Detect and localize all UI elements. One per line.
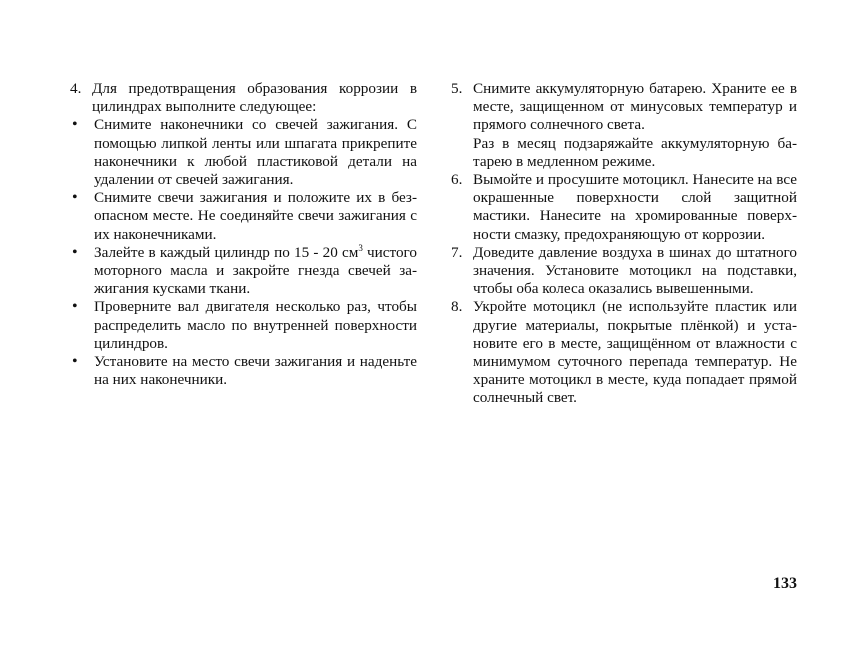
step-number: 4. (70, 80, 82, 97)
bullet-icon: • (72, 189, 78, 207)
bullet-text-start: Залейте в каждый цилиндр по 15 - 20 см (94, 243, 359, 261)
bullet-item (70, 353, 417, 389)
step-6 (451, 171, 797, 244)
step-number: 5. (451, 80, 463, 97)
step-text: Вымойте и просушите мотоцикл. Нанесите на все окрашенные поверхности слой защитной мастики. Нанесите на хромированные поверхности смазку, предохраняющую от коррозии. (473, 171, 797, 243)
step-text: Укройте мотоцикл (не используйте пластик или другие материалы, покрытые плёнкой) и установите его в месте, защищённом от влажности с минимумом суточного перепада температур. Не храните мотоцикл в месте, куда попадает прямой солнечный свет. (473, 298, 797, 407)
step-text: Снимите аккумуляторную батарею. Храните ее в месте, защищенном от минусовых температур и прямого солнечного света. (473, 80, 797, 134)
step-text: Для предотвращения образования коррозии в цилиндрах выполните следующее: (92, 80, 417, 116)
bullet-icon: • (72, 353, 78, 371)
bullet-item (70, 244, 417, 299)
step-text: Раз в месяц подзаряжайте аккумуляторную батарею в медленном режиме. (473, 134, 797, 170)
step-8 (451, 298, 797, 407)
bullet-item (70, 298, 417, 353)
bullet-icon: • (72, 243, 78, 261)
left-column (70, 80, 417, 389)
bullet-text-end: чистого моторного масла и закройте гнезда свечей зажигания кусками ткани. (94, 243, 417, 298)
step-number: 7. (451, 243, 463, 261)
step-5 (451, 80, 797, 171)
step-number: 8. (451, 298, 463, 316)
step-4 (70, 80, 417, 116)
bullet-icon: • (72, 298, 78, 316)
bullet-text (94, 244, 417, 299)
bullet-text: Снимите наконечники со свечей зажигания. С помощью липкой ленты или шпагата прикрепите наконечники к любой пластиковой детали на удалении от свечей зажигания. (94, 116, 417, 189)
bullet-item (70, 116, 417, 189)
bullet-text: Установите на место свечи зажигания и наденьте на них наконечники. (94, 353, 417, 389)
bullet-text: Проверните вал двигателя несколько раз, чтобы распределить масло по внутренней поверхности цилиндров. (94, 298, 417, 352)
step-7 (451, 244, 797, 299)
step-number: 6. (451, 171, 463, 189)
bullet-item (70, 189, 417, 244)
bullet-text: Снимите свечи зажигания и положите их в безопасном месте. Не соединяйте свечи зажигания с их наконечниками. (94, 189, 417, 243)
right-column (451, 80, 797, 408)
page-number: 133 (773, 575, 797, 592)
bullet-icon: • (72, 116, 78, 134)
step-text: Доведите давление воздуха в шинах до штатного значения. Установите мотоцикл на подставки, чтобы оба колеса оказались вывешенными. (473, 243, 797, 298)
cubic-superscript: 3 (358, 242, 363, 253)
